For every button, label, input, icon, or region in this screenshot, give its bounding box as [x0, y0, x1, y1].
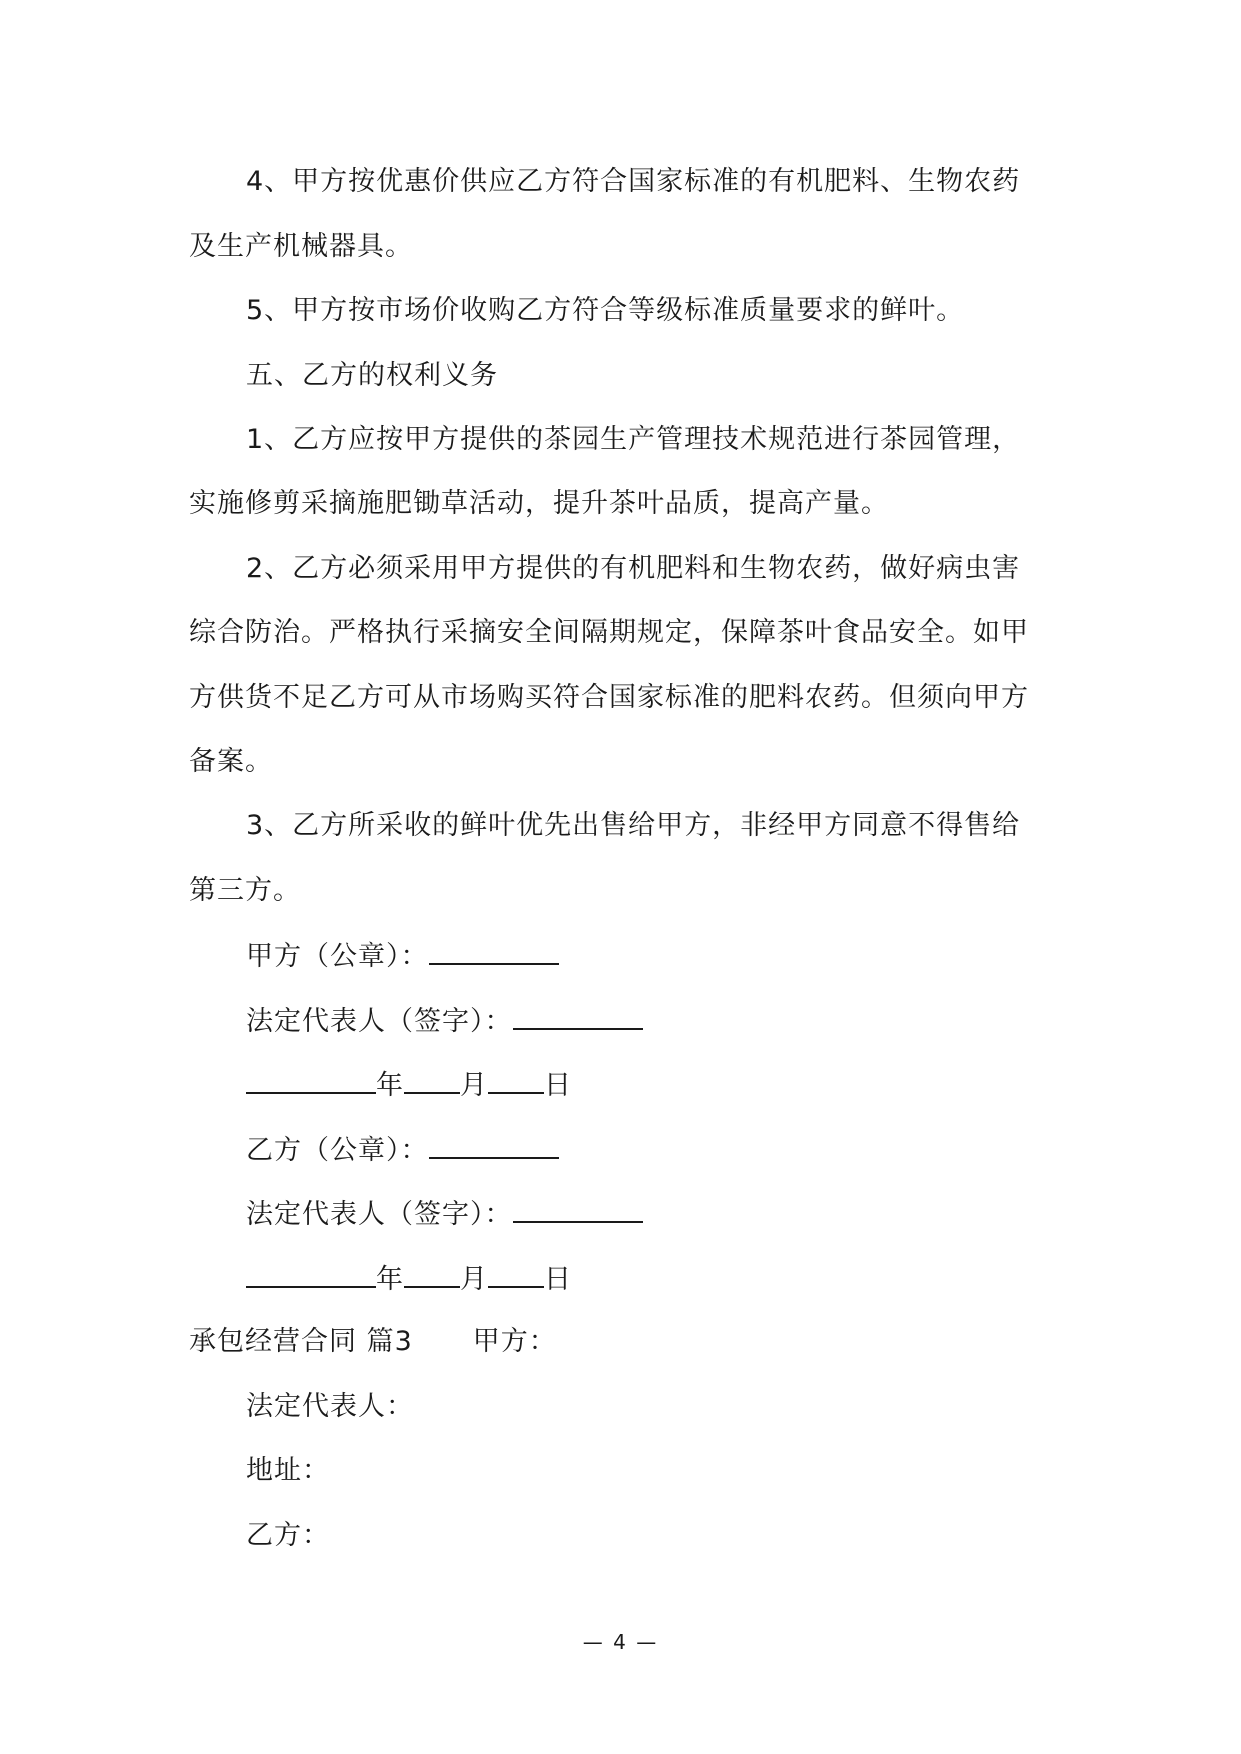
item5: 5、甲方按市场价收购乙方符合等级标准质量要求的鲜叶。: [246, 295, 965, 326]
contract3-title-row: [189, 1322, 557, 1362]
party-a-rep-blank: [513, 1000, 643, 1030]
section-five-heading: 五、乙方的权利义务: [246, 360, 498, 391]
party-b-rep-blank: [513, 1193, 643, 1223]
party-a-seal-row: [246, 935, 559, 977]
contract3-address: 地址：: [246, 1455, 330, 1486]
day-label: 日: [544, 1264, 572, 1295]
party-a-rep-row: [246, 1000, 643, 1042]
day-blank: [488, 1258, 544, 1288]
contract3-title: 承包经营合同 篇3: [189, 1326, 413, 1357]
party-a-seal-label: 甲方（公章）：: [246, 941, 429, 972]
s5-item2-line4: 备案。: [189, 746, 273, 777]
contract3-party-a: 甲方：: [472, 1326, 557, 1357]
year-blank: [246, 1064, 376, 1094]
page-number: — 4 —: [582, 1630, 659, 1654]
s5-item1-line1: 1、乙方应按甲方提供的茶园生产管理技术规范进行茶园管理，: [246, 424, 1021, 455]
party-a-date-row: [246, 1064, 572, 1106]
month-blank: [404, 1258, 460, 1288]
month-label: 月: [460, 1264, 488, 1295]
s5-item3-line1: 3、乙方所采收的鲜叶优先出售给甲方，非经甲方同意不得售给: [246, 810, 1021, 841]
item4-line2: 及生产机械器具。: [189, 231, 413, 262]
s5-item2-line3: 方供货不足乙方可从市场购买符合国家标准的肥料农药。但须向甲方: [189, 682, 1029, 713]
contract3-party-b: 乙方：: [246, 1520, 330, 1551]
s5-item3-line2: 第三方。: [189, 875, 301, 906]
contract3-legal-rep: 法定代表人：: [246, 1391, 414, 1422]
s5-item2-line2: 综合防治。严格执行采摘安全间隔期规定，保障茶叶食品安全。如甲: [189, 617, 1029, 648]
year-label: 年: [376, 1070, 404, 1101]
party-a-rep-label: 法定代表人（签字）：: [246, 1006, 513, 1037]
s5-item2-line1: 2、乙方必须采用甲方提供的有机肥料和生物农药，做好病虫害: [246, 553, 1021, 584]
party-b-seal-blank: [429, 1129, 559, 1159]
year-blank: [246, 1258, 376, 1288]
party-b-rep-row: [246, 1193, 643, 1235]
party-b-seal-label: 乙方（公章）：: [246, 1135, 429, 1166]
item4-line1: 4、甲方按优惠价供应乙方符合国家标准的有机肥料、生物农药: [246, 166, 1021, 197]
year-label: 年: [376, 1264, 404, 1295]
month-label: 月: [460, 1070, 488, 1101]
month-blank: [404, 1064, 460, 1094]
day-blank: [488, 1064, 544, 1094]
party-b-seal-row: [246, 1129, 559, 1171]
party-b-date-row: [246, 1258, 572, 1300]
day-label: 日: [544, 1070, 572, 1101]
s5-item1-line2: 实施修剪采摘施肥锄草活动，提升茶叶品质，提高产量。: [189, 488, 889, 519]
party-b-rep-label: 法定代表人（签字）：: [246, 1199, 513, 1230]
party-a-seal-blank: [429, 935, 559, 965]
